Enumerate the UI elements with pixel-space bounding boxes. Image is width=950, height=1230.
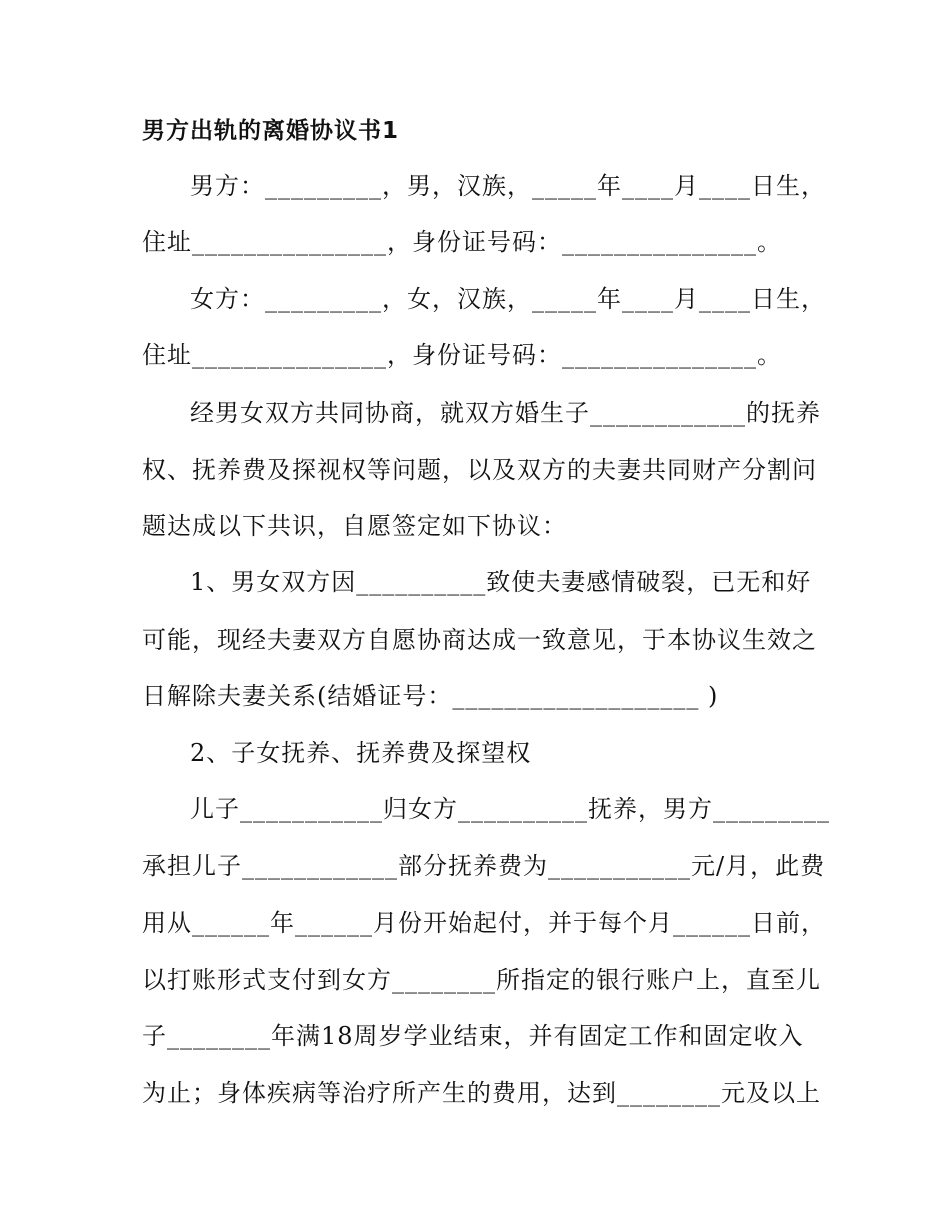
paragraph-line: 女方：_________，女，汉族，_____年____月____日生， [190, 285, 826, 313]
paragraph-line: 子________年满18周岁学业结束，并有固定工作和固定收入 [142, 1022, 804, 1050]
paragraph-line: 承担儿子____________部分抚养费为___________元/月，此费 [142, 852, 826, 880]
paragraph-line: 儿子___________归女方__________抚养，男方_________ [190, 795, 830, 823]
paragraph-line: 住址_______________，身份证号码：_______________。 [142, 228, 782, 256]
paragraph-line: 为止；身体疾病等治疗所产生的费用，达到________元及以上 [142, 1079, 821, 1107]
paragraph-line: 日解除夫妻关系(结婚证号：___________________ ) [142, 682, 719, 710]
paragraph-line: 以打账形式支付到女方________所指定的银行账户上，直至儿 [142, 966, 821, 994]
paragraph-line: 用从______年______月份开始起付，并于每个月______日前， [142, 909, 826, 937]
paragraph-line: 住址_______________，身份证号码：_______________。 [142, 341, 782, 369]
section-heading: 2、子女抚养、抚养费及探望权 [190, 739, 532, 767]
paragraph-line: 经男女双方共同协商，就双方婚生子____________的抚养 [190, 399, 821, 427]
paragraph-line: 题达成以下共识，自愿签定如下协议： [142, 512, 567, 540]
document-title: 男方出轨的离婚协议书1 [142, 118, 400, 144]
paragraph-line: 可能，现经夫妻双方自愿协商达成一致意见，于本协议生效之 [142, 626, 817, 654]
paragraph-line: 男方：_________，男，汉族，_____年____月____日生， [190, 172, 826, 200]
paragraph-line: 权、抚养费及探视权等问题，以及双方的夫妻共同财产分割问 [142, 456, 817, 484]
paragraph-line: 1、男女双方因__________致使夫妻感情破裂，已无和好 [190, 568, 812, 596]
